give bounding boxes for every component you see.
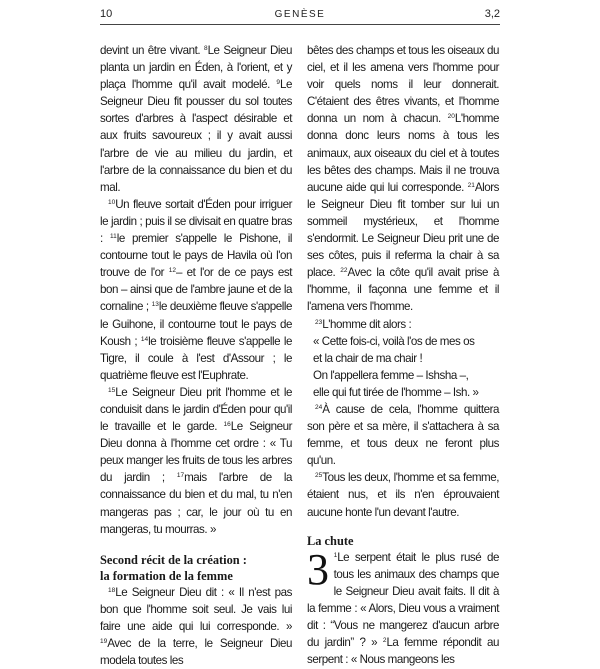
poem-line: elle qui fut tirée de l'homme – Ish. »	[313, 385, 479, 399]
poem-line: et la chair de ma chair !	[313, 351, 423, 365]
verse-number: 19	[100, 638, 108, 645]
poem-line: « Cette fois-ci, voilà l'os de mes os	[313, 334, 475, 348]
section-heading-line: La chute	[307, 533, 354, 548]
verse-text: le troisième fleuve s'appelle le Tigre, il coule à l'est d'Assour ; le quatrième fleuve est l'Euphrate.	[100, 334, 293, 382]
chapter-number-dropcap: 3	[307, 544, 329, 594]
verse-paragraph	[100, 196, 292, 384]
verse-number: 2	[382, 637, 387, 645]
page-number: 10	[100, 8, 113, 20]
verse-number: 16	[223, 421, 231, 429]
verse-paragraph	[100, 384, 292, 538]
verse-number: 11	[109, 233, 117, 241]
poem-line: On l'appellera femme – Ishsha –,	[313, 368, 469, 382]
verse-number: 25	[315, 472, 323, 480]
verse-number: 1	[333, 551, 338, 559]
left-text-column	[100, 42, 292, 669]
verse-number: 22	[340, 267, 348, 275]
verse-number: 9	[276, 79, 280, 87]
verse-text: Le Seigneur Dieu fit pousser du sol toutes sortes d'arbres à l'aspect désirable et aux fruits savoureux ; il y avait aussi l'arbre de vie au milieu du jardin, et l'arbre de la connaissance du bien et du mal.	[100, 78, 292, 194]
verse-paragraph	[100, 584, 292, 669]
verse-text: devint un être vivant.	[100, 44, 204, 57]
verse-text: le premier s'appelle le Pishone, il contourne tout le pays de Havila où l'on trouve de l'or	[100, 232, 293, 280]
verse-number: 23	[315, 318, 323, 326]
verse-text: le deuxième fleuve s'appelle le Guihone, il contourne tout le pays de Koush ;	[100, 300, 293, 348]
verse-paragraph	[100, 42, 292, 196]
verse-number: 20	[447, 113, 455, 121]
section-heading-line: Second récit de la création :	[100, 552, 247, 567]
verse-number: 13	[151, 301, 159, 309]
verse-text: bêtes des champs et tous les oiseaux du ciel, et il les amena vers l'homme pour voir quels noms il leur donnerait. C'étaient des êtres vivants, et l'homme donna un nom à chacun.	[307, 44, 499, 126]
verse-text: Le serpent était le plus rusé de tous les animaux des champs que le Seigneur Dieu avait faits. Il dit à la femme : « Alors, Dieu vous a vraiment dit : “Vous ne mangerez d'aucun arbre du jardin” ? »	[307, 550, 499, 650]
right-text-column	[307, 42, 499, 668]
verse-number: 17	[176, 472, 185, 480]
verse-number: 14	[140, 335, 149, 343]
section-heading-line: la formation de la femme	[100, 568, 233, 583]
verse-number: 18	[108, 586, 116, 594]
verse-text: – et l'or de ce pays est bon – ainsi que de l'ambre jaune et de la cornaline ;	[100, 266, 292, 314]
verse-number: 10	[108, 198, 116, 206]
verse-number: 15	[108, 386, 116, 394]
verse-paragraph	[307, 42, 499, 316]
verse-text: Tous les deux, l'homme et sa femme, étaient nus, et ils n'en éprouvaient aucune honte l'un devant l'autre.	[307, 471, 499, 519]
book-title: GENÈSE	[274, 9, 326, 20]
verse-text: Avec de la terre, le Seigneur Dieu modela toutes les	[100, 637, 292, 668]
verse-number: 21	[467, 181, 475, 189]
section-heading	[307, 533, 499, 549]
verse-text: Avec la côte qu'il avait prise à l'homme, il façonna une femme et il l'amena vers l'homme.	[307, 266, 499, 314]
verse-number: 12	[168, 267, 176, 275]
verse-text: Alors le Seigneur Dieu fit tomber sur lui un sommeil mystérieux, et l'homme s'endormit. Le Seigneur Dieu prit une de ses côtes, puis il referma la chair à sa place.	[307, 180, 499, 280]
verse-paragraph	[307, 469, 499, 520]
verse-text: Le Seigneur Dieu donna à l'homme cet ordre : « Tu peux manger les fruits de tous les arbres du jardin ;	[100, 420, 293, 485]
verse-text: mais l'arbre de la connaissance du bien et du mal, tu n'en mangeras pas ; car, le jour où tu en mangeras, tu mourras. »	[100, 471, 292, 536]
section-heading	[100, 552, 292, 584]
verse-text: La femme répondit au serpent : « Nous mangeons les	[307, 636, 499, 667]
verse-number: 24	[315, 403, 323, 411]
verse-text: Le Seigneur Dieu prit l'homme et le conduisit dans le jardin d'Éden pour qu'il le travaille et le garde.	[100, 385, 292, 434]
verse-text: L'homme dit alors :	[322, 317, 412, 331]
verse-text: Un fleuve sortait d'Éden pour irriguer le jardin ; puis il se divisait en quatre bras :	[100, 197, 292, 246]
verse-text: L'homme donna donc leurs noms à tous les animaux, aux oiseaux du ciel et à toutes les bêtes des champs. Mais il ne trouva aucune aide qui lui corresponde.	[307, 112, 499, 194]
verse-number: 8	[203, 45, 208, 52]
verse-paragraph	[307, 316, 499, 333]
verse-paragraph	[307, 544, 499, 669]
header-rule	[100, 24, 500, 25]
verse-text: À cause de cela, l'homme quittera son père et sa mère, il s'attachera à sa femme, et tous deux ne feront plus qu'un.	[307, 402, 499, 468]
verse-text: Le Seigneur Dieu dit : « Il n'est pas bon que l'homme soit seul. Je vais lui faire une aide qui lui corresponde. »	[100, 585, 292, 633]
poem-block	[307, 333, 499, 401]
chapter-reference: 3,2	[484, 8, 500, 20]
verse-text: Le Seigneur Dieu planta un jardin en Éden, à l'orient, et y plaça l'homme qu'il avait modelé.	[100, 44, 292, 92]
verse-paragraph	[307, 401, 499, 469]
running-header	[100, 6, 500, 24]
